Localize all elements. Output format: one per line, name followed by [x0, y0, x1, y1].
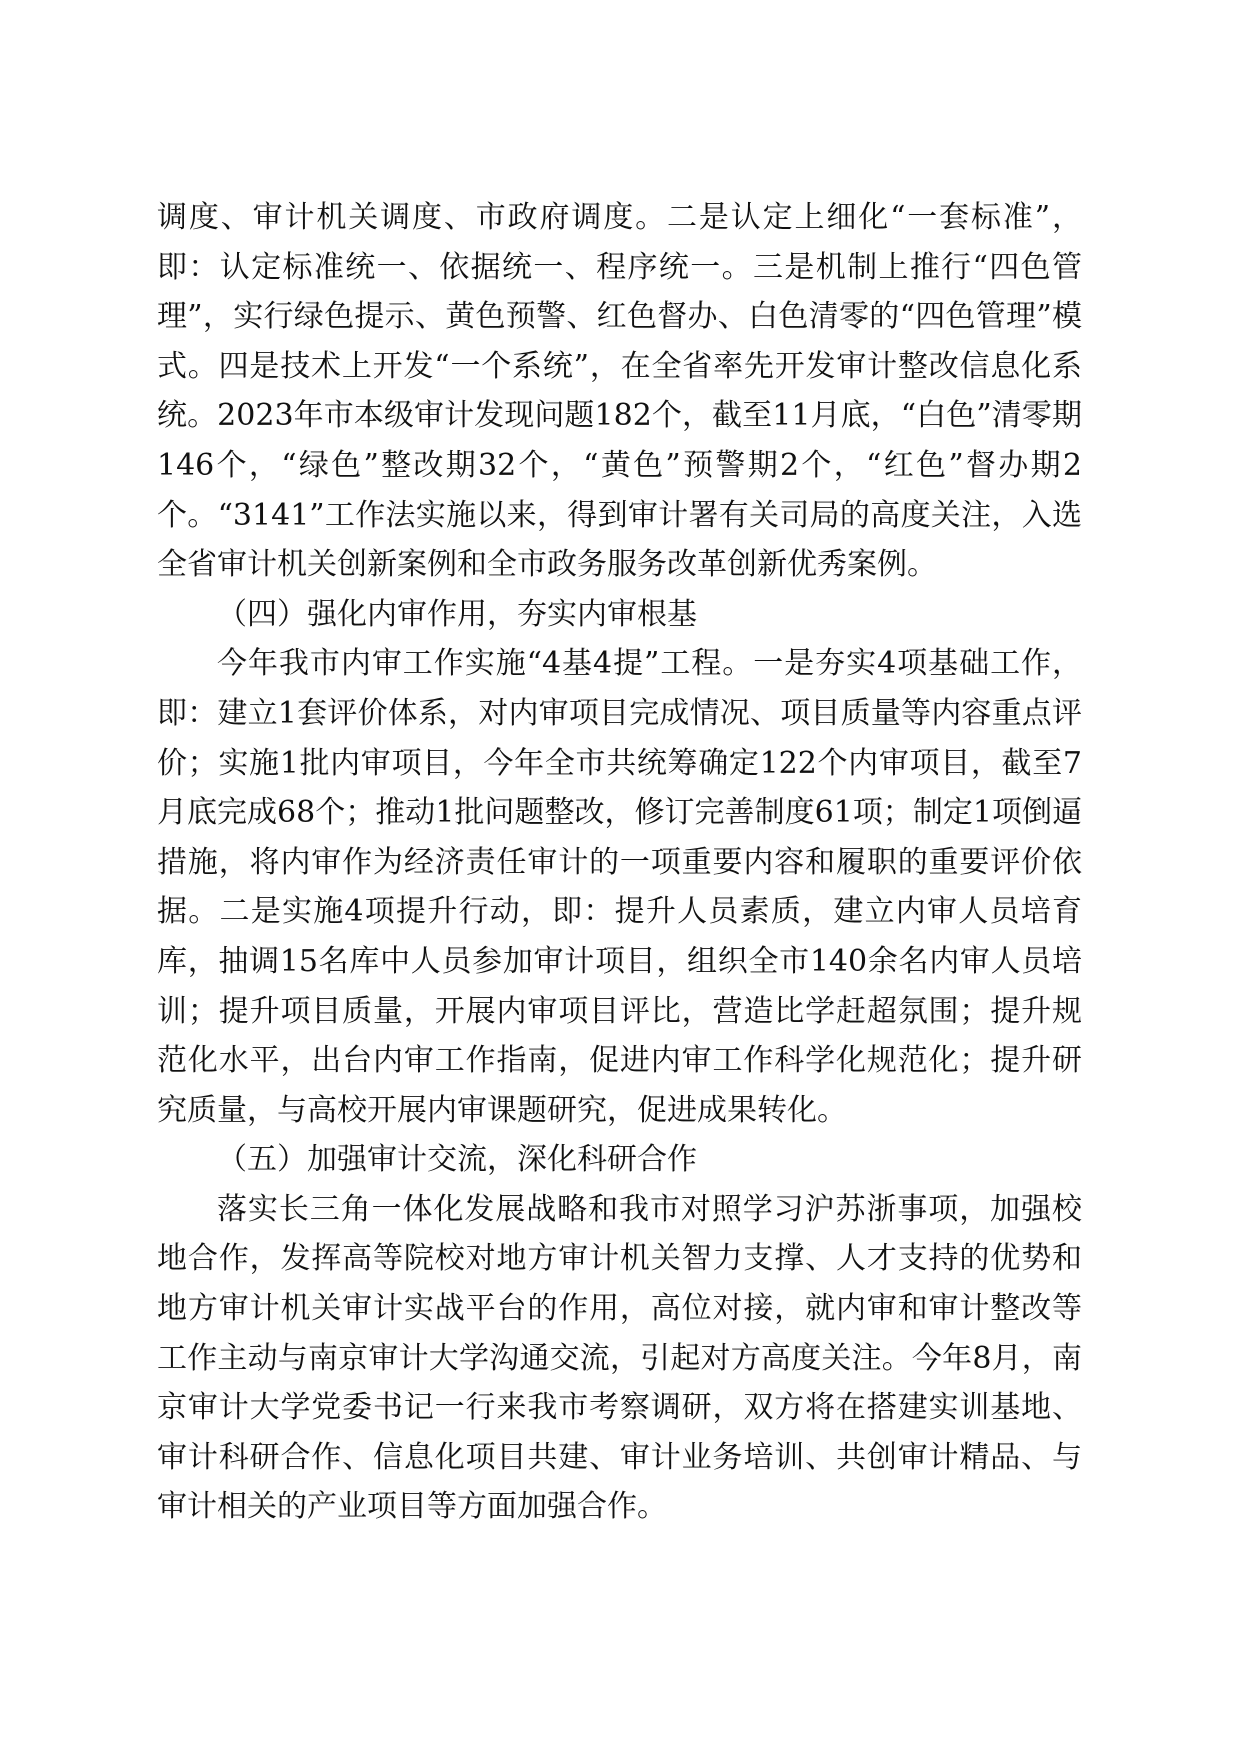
paragraph-audit-rectification: 调度、审计机关调度、市政府调度。二是认定上细化“一套标准”，即：认定标准统一、依据统一、程序统一。三是机制上推行“四色管理”，实行绿色提示、黄色预警、红色督办、白色清零的“四色管理”模式。四是技术上开发“一个系统”，在全省率先开发审计整改信息化系统。2023年市本级审计发现问题182个，截至11月底，“白色”清零期146个，“绿色”整改期32个，“黄色”预警期2个，“红色”督办期2个。“3141”工作法实施以来，得到审计署有关司局的高度关注，入选全省审计机关创新案例和全市政务服务改革创新优秀案例。: [157, 200, 1082, 583]
section-heading-internal-audit: （四）强化内审作用，夯实内审根基: [217, 596, 697, 632]
document-body: [157, 193, 1082, 1532]
paragraph-audit-exchange: 落实长三角一体化发展战略和我市对照学习沪苏浙事项，加强校地合作，发挥高等院校对地方审计机关智力支撑、人才支持的优势和地方审计机关审计实战平台的作用，高位对接，就内审和审计整改等工作主动与南京审计大学沟通交流，引起对方高度关注。今年8月，南京审计大学党委书记一行来我市考察调研，双方将在搭建实训基地、审计科研合作、信息化项目共建、审计业务培训、共创审计精品、与审计相关的产业项目等方面加强合作。: [157, 1191, 1082, 1525]
paragraph-internal-audit: 今年我市内审工作实施“4基4提”工程。一是夯实4项基础工作，即：建立1套评价体系，对内审项目完成情况、项目质量等内容重点评价；实施1批内审项目，今年全市共统筹确定122个内审项目，截至7月底完成68个；推动1批问题整改，修订完善制度61项；制定1项倒逼措施，将内审作为经济责任审计的一项重要内容和履职的重要评价依据。二是实施4项提升行动，即：提升人员素质，建立内审人员培育库，抽调15名库中人员参加审计项目，组织全市140余名内审人员培训；提升项目质量，开展内审项目评比，营造比学赶超氛围；提升规范化水平，出台内审工作指南，促进内审工作科学化规范化；提升研究质量，与高校开展内审课题研究，促进成果转化。: [157, 646, 1082, 1128]
section-heading-audit-exchange: （五）加强审计交流，深化科研合作: [217, 1142, 697, 1178]
